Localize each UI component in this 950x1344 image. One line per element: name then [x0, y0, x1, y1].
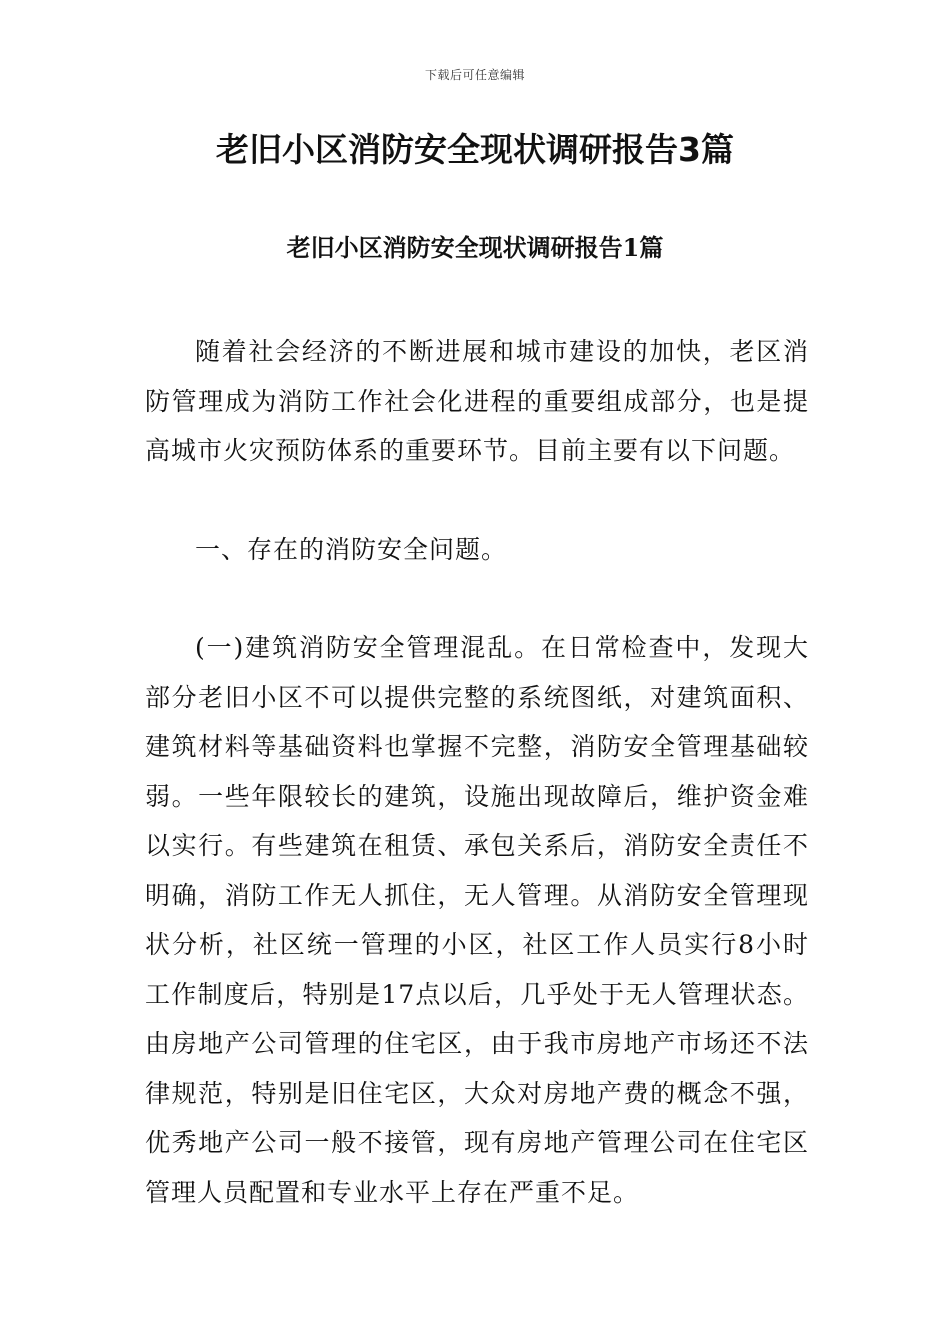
- document-title: 老旧小区消防安全现状调研报告3篇: [216, 130, 734, 169]
- paragraph-section-1: (一)建筑消防安全管理混乱。在日常检查中，发现大部分老旧小区不可以提供完整的系统图纸，对建筑面积、建筑材料等基础资料也掌握不完整，消防安全管理基础较弱。一些年限较长的建筑，设施出现故障后，维护资金难以实行。有些建筑在租赁、承包关系后，消防安全责任不明确，消防工作无人抓住，无人管理。从消防安全管理现状分析，社区统一管理的小区，社区工作人员实行8小时工作制度后，特别是17点以后，几乎处于无人管理状态。由房地产公司管理的住宅区，由于我市房地产市场还不法律规范，特别是旧住宅区，大众对房地产费的概念不强，优秀地产公司一般不接管，现有房地产管理公司在住宅区管理人员配置和专业水平上存在严重不足。: [145, 633, 809, 1207]
- section-heading: 一、存在的消防安全问题。: [195, 535, 508, 564]
- document-subtitle: 老旧小区消防安全现状调研报告1篇: [286, 233, 664, 262]
- paragraph-intro: 随着社会经济的不断进展和城市建设的加快，老区消防管理成为消防工作社会化进程的重要组成部分，也是提高城市火灾预防体系的重要环节。目前主要有以下问题。: [145, 337, 809, 465]
- page-header-note: 下载后可任意编辑: [424, 68, 525, 82]
